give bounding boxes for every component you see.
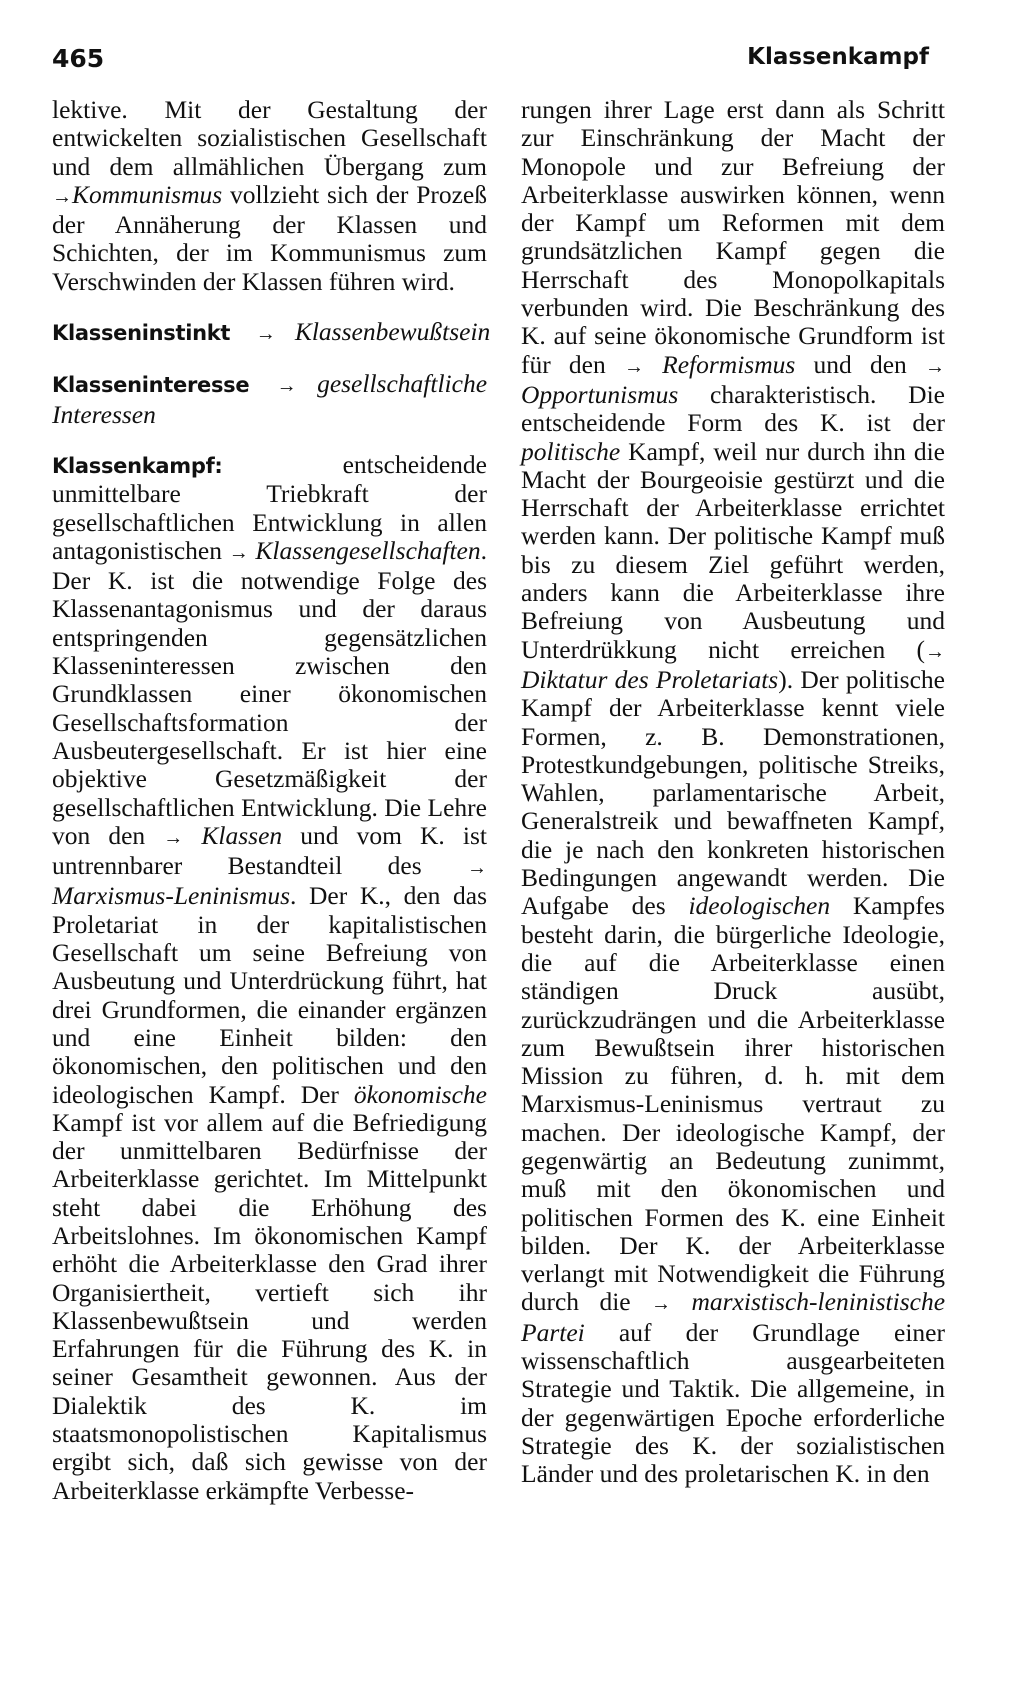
continuation-paragraph: lektive. Mit der Gestaltung der entwickelten sozialistischen Gesellschaft und dem allmählichen Übergang zum →Kommunismus vollzieht sich der Prozeß der Annäherung der Klassen und Schichten, der im Kommunismus zum Verschwinden der Klassen führen wird. xyxy=(52,95,487,296)
cross-reference-arrow: → xyxy=(651,1293,672,1316)
entry-term: Klassenkampf: xyxy=(52,453,223,478)
left-column xyxy=(52,95,491,1505)
entry-klasseninteresse xyxy=(52,370,487,429)
cross-reference-link[interactable]: Diktatur des Proletariats xyxy=(521,664,779,694)
cross-reference-arrow: → xyxy=(623,355,644,378)
cross-reference-link[interactable]: Klassenbewußtsein xyxy=(294,317,491,347)
cross-reference-link[interactable]: gesellschaftliche Interessen xyxy=(52,369,488,429)
running-head: Klassenkampf xyxy=(747,44,929,70)
cross-reference-arrow: → xyxy=(276,375,297,398)
cross-reference-arrow: → xyxy=(228,541,249,564)
cross-reference-arrow: → xyxy=(467,857,487,880)
emphasis: ökonomische xyxy=(353,1079,487,1109)
page-header xyxy=(52,44,929,84)
entry-klassenkampf: Klassenkampf: entscheidende unmittelbare Triebkraft der gesellschaftlichen Entwicklung in allen antagonistischen → Klassengesellschaften. Der K. ist die notwendige Folge des Klassenantagonismus und der daraus entspringenden gegensätzlichen Klasseninteressen zwischen den Grundklassen einer ökonomischen Gesellschaftsformation der Ausbeutergesellschaft. Er ist hier eine objektive Gesetzmäßigkeit der gesellschaftlichen Entwicklung. Die Lehre von den → Klassen und vom K. ist untrennbarer Bestandteil des → Marxismus-Leninismus. Der K., den das Proletariat in der kapitalistischen Gesellschaft um seine Befreiung von Ausbeutung und Unterdrückung führt, hat drei Grundformen, die einander ergänzen und eine Einheit bilden: den ökonomischen, den politischen und den ideologischen Kampf. Der ökonomische Kampf ist vor allem auf die Befriedigung der unmittelbaren Bedürfnisse der Arbeiterklasse gerichtet. Im Mittelpunkt steht dabei die Erhöhung des Arbeitslohnes. Im ökonomischen Kampf erhöht die Arbeiterklasse den Grad ihrer Organisiertheit, vertieft sich ihr Klassenbewußtsein und werden Erfahrungen für die Führung des K. in seiner Gesamtheit gewonnen. Aus der Dialektik des K. im staatsmonopolistischen Kapitalismus ergibt sich, daß sich gewisse von der Arbeiterklasse erkämpfte Verbesse- xyxy=(52,449,488,1505)
cross-reference-link[interactable]: Reformismus xyxy=(662,349,796,379)
page-number: 465 xyxy=(52,44,105,73)
cross-reference-link[interactable]: Kommunismus xyxy=(72,179,223,209)
cross-reference-link[interactable]: Klassen xyxy=(201,820,283,850)
entry-klasseninstinkt xyxy=(52,317,491,348)
cross-reference-arrow: → xyxy=(52,185,72,208)
cross-reference-link[interactable]: marxistisch-leninistische Partei xyxy=(521,1287,946,1347)
emphasis: ideologischen xyxy=(688,891,831,921)
cross-reference-link[interactable]: Marxismus-Leninismus xyxy=(52,881,291,911)
cross-reference-arrow: → xyxy=(925,640,945,663)
cross-reference-arrow: → xyxy=(163,826,184,849)
emphasis: politische xyxy=(521,436,621,466)
entry-term: Klasseninstinkt xyxy=(52,321,231,346)
right-column xyxy=(521,96,945,1489)
cross-reference-link[interactable]: Klassengesellschaften xyxy=(255,535,481,565)
cross-reference-arrow: → xyxy=(925,355,945,378)
cross-reference-link[interactable]: Opportunismus xyxy=(521,379,679,409)
entry-klassenkampf-continued: rungen ihrer Lage erst dann als Schritt zur Einschränkung der Macht der Monopole und zur Befreiung der Arbeiterklasse auswirken können, wenn der Kampf um Reformen mit dem grundsätzlichen Kampf gegen die Herrschaft des Monopolkapitals verbunden wird. Die Beschränkung des K. auf seine ökonomische Grundform ist für den → Reformismus und den → Opportunismus charakteristisch. Die entscheidende Form des K. ist der politische Kampf, weil nur durch ihn die Macht der Bourgeoisie gestürzt und die Herrschaft der Arbeiterklasse errichtet werden kann. Der politische Kampf muß bis zu diesem Ziel geführt werden, anders kann die Arbeiterklasse ihre Befreiung von Ausbeutung und Unterdrükkung nicht erreichen (→ Diktatur des Proletariats). Der politische Kampf der Arbeiterklasse kennt viele Formen, z. B. Demonstrationen, Protestkundgebungen, politische Streiks, Wahlen, parlamentarische Arbeit, Generalstreik und bewaffneten Kampf, die je nach den konkreten historischen Bedingungen angewandt werden. Die Aufgabe des ideologischen Kampfes besteht darin, die bürgerliche Ideologie, die auf die Arbeiterklasse einen ständigen Druck ausübt, zurückzudrängen und die Arbeiterklasse zum Bewußtsein ihrer historischen Mission zu führen, d. h. mit dem Marxismus-Leninismus vertraut zu machen. Der ideologische Kampf, der gegenwärtig an Bedeutung zunimmt, muß mit den ökonomischen und politischen Formen des K. eine Einheit bilden. Der K. der Arbeiterklasse verlangt mit Notwendigkeit die Führung durch die → marxistisch-leninistische Partei auf der Grundlage einer wissenschaftlich ausgearbeiteten Strategie und Taktik. Die allgemeine, in der gegenwärtigen Epoche erforderliche Strategie des K. der sozialistischen Länder und des proletarischen K. in den xyxy=(521,95,946,1489)
entry-term: Klasseninteresse xyxy=(52,373,250,398)
cross-reference-arrow: → xyxy=(255,323,276,346)
